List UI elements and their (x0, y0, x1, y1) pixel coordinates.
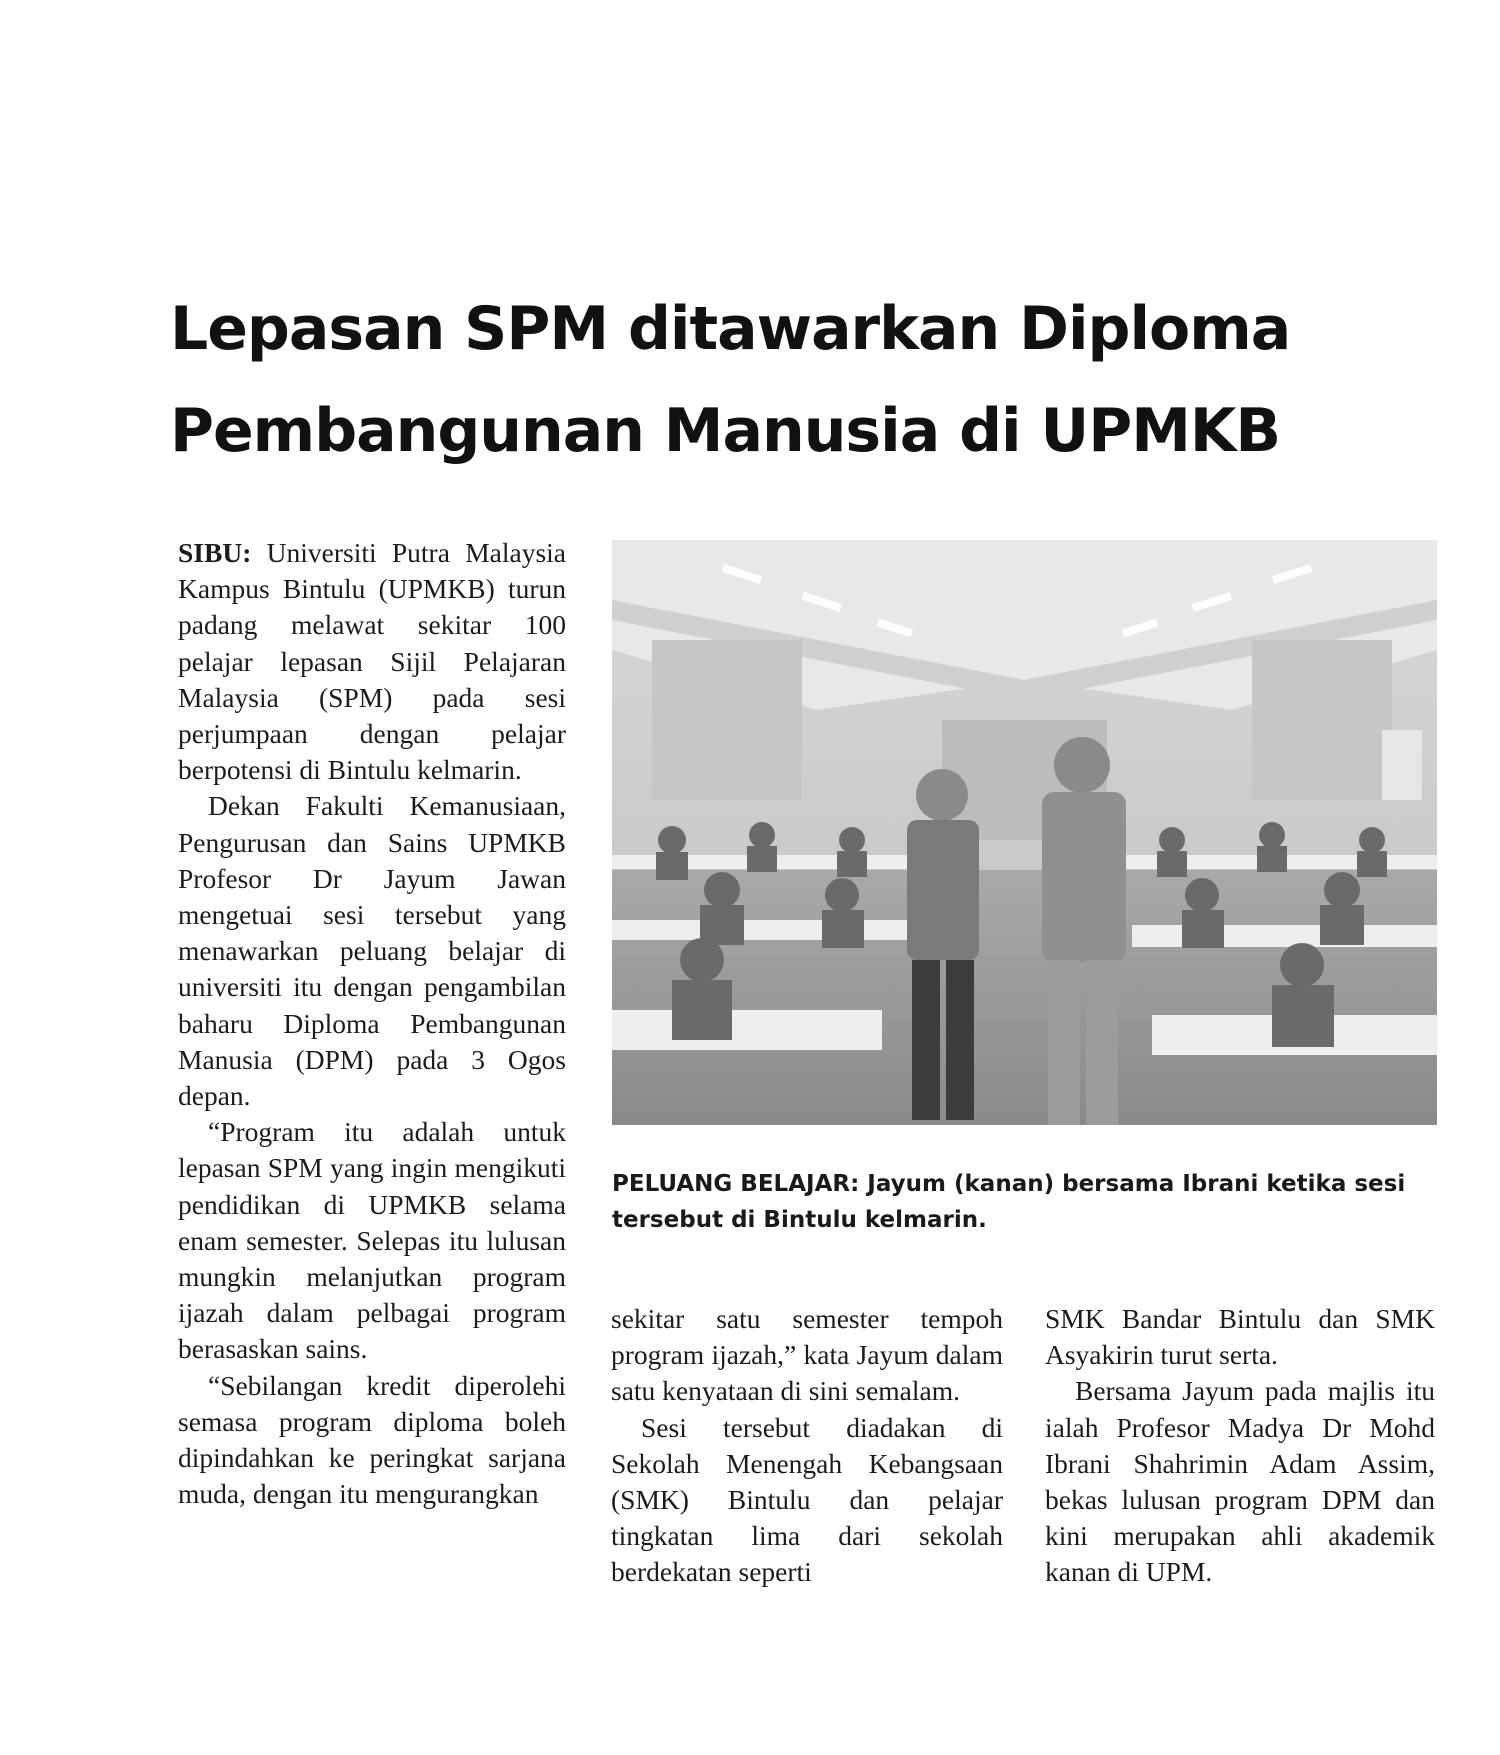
news-photo (612, 540, 1437, 1125)
photo-caption: PELUANG BELAJAR: Jayum (kanan) bersama Ibrani ketika sesi tersebut di Bintulu kelmarin. (612, 1171, 1406, 1233)
article-column-1 (178, 535, 566, 1512)
paragraph-text: Universiti Putra Malaysia Kampus Bintulu (UPMKB) turun padang melawat sekitar 100 pelajar lepasan Sijil Pelajaran Malaysia (SPM) pada sesi perjumpaan dengan pelajar berpotensi di Bintulu kelmarin. (178, 537, 566, 786)
paragraph: sekitar satu semester tempoh program ijazah,” kata Jayum dalam satu kenyataan di sini semalam. (611, 1303, 1003, 1407)
headline-line-2: Pembangunan Manusia di UPMKB (170, 396, 1281, 466)
paragraph: “Sebilangan kredit diperolehi semasa program diploma boleh dipindahkan ke peringkat sarjana muda, dengan itu mengurangkan (178, 1369, 566, 1510)
article-column-2 (611, 1301, 1003, 1591)
paragraph: Dekan Fakulti Kemanusiaan, Pengurusan dan Sains UPMKB Profesor Dr Jayum Jawan mengetuai sesi tersebut yang menawarkan peluang belajar di universiti itu dengan pengambilan baharu Diploma Pembangunan Manusia (DPM) pada 3 Ogos depan. (178, 790, 566, 1112)
paragraph: SMK Bandar Bintulu dan SMK Asyakirin turut serta. (1045, 1303, 1435, 1371)
headline-line-1: Lepasan SPM ditawarkan Diploma (170, 294, 1291, 364)
headline (170, 278, 1430, 482)
article-column-3 (1045, 1301, 1435, 1591)
dateline: SIBU: (178, 537, 252, 568)
paragraph: Sesi tersebut diadakan di Sekolah Menengah Kebangsaan (SMK) Bintulu dan pelajar tingkatan lima dari sekolah berdekatan seperti (611, 1411, 1003, 1588)
paragraph: Bersama Jayum pada majlis itu ialah Profesor Madya Dr Mohd Ibrani Shahrimin Adam Assim, bekas lulusan program DPM dan kini merupakan ahli akademik kanan di UPM. (1045, 1375, 1435, 1588)
paragraph: “Program itu adalah untuk lepasan SPM yang ingin mengikuti pendidikan di UPMKB selama enam semester. Selepas itu lulusan mungkin melanjutkan program ijazah dalam pelbagai program berasaskan sains. (178, 1116, 566, 1365)
paragraph (178, 535, 566, 788)
